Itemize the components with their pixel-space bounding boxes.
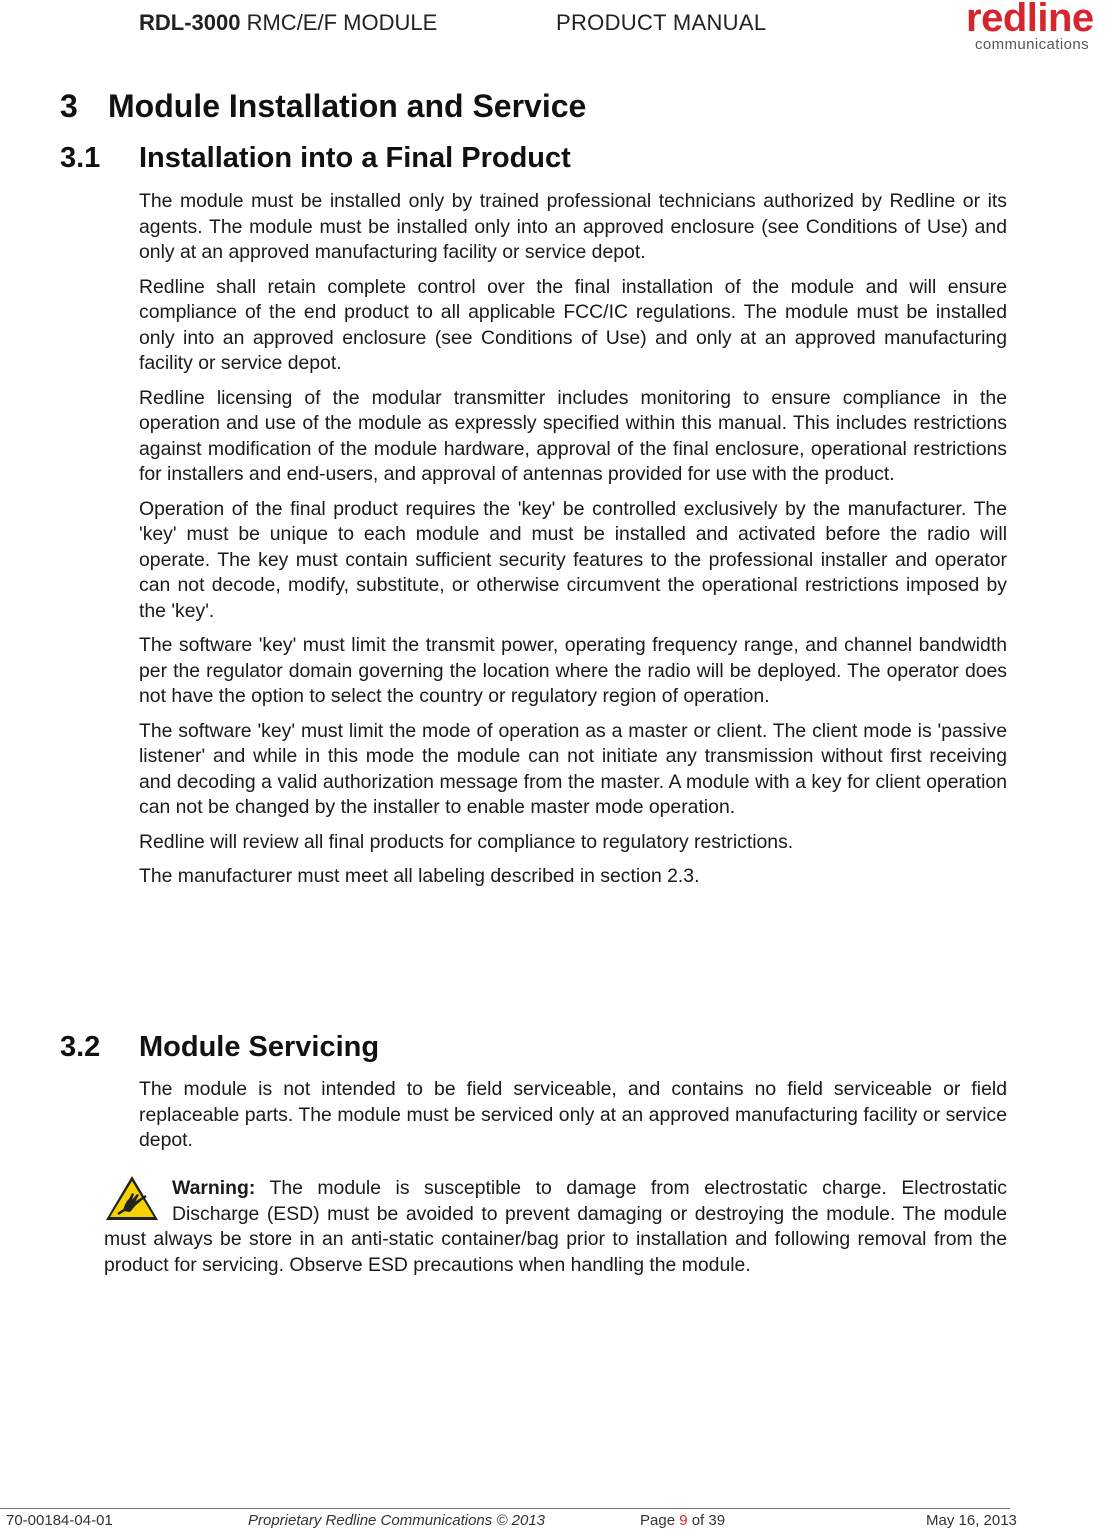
section-title: Installation into a Final Product — [139, 142, 571, 174]
chapter-title: Module Installation and Service — [108, 88, 587, 124]
warning-text: The module is susceptible to damage from electrostatic charge. Electrostatic Discharge (ESD) must be avoided to prevent damaging or destroying the module. The module must always be store in an anti-static container/bag prior to installation and following removal from the product for servicing. Observe ESD precautions when handling the module. — [104, 1177, 1007, 1276]
page-current: 9 — [679, 1512, 688, 1529]
section-body-3-2 — [139, 1077, 1007, 1163]
paragraph: The software 'key' must limit the mode of operation as a master or client. The client mode is 'passive listener' and while in this mode the module can not initiate any transmission without first receiving and decoding a valid authorization message from the master. A module with a key for client operation can not be changed by the installer to enable master mode operation. — [139, 719, 1007, 818]
header-product-bold: RDL-3000 — [139, 10, 241, 35]
esd-warning — [104, 1176, 1007, 1278]
redline-logo — [966, 2, 1104, 54]
chapter-number: 3 — [60, 88, 78, 124]
footer-proprietary: Proprietary Redline Communications © 2013 — [248, 1512, 546, 1529]
page-header — [0, 0, 1105, 60]
header-product — [139, 10, 437, 36]
section-number: 3.1 — [60, 142, 101, 174]
paragraph: Redline shall retain complete control over the final installation of the module and will ensure compliance of the end product to all applicable FCC/IC regulations. The module must be installed only into an approved enclosure (see Conditions of Use) and only at an approved manufacturing facility or service depot. — [139, 275, 1007, 374]
section-body-3-1 — [139, 189, 1007, 899]
header-manual: PRODUCT MANUAL — [556, 10, 767, 35]
logo-wordmark: redline — [966, 0, 1094, 40]
logo-tagline: communications — [975, 36, 1089, 53]
paragraph: Redline licensing of the modular transmitter includes monitoring to ensure compliance in the operation and use of the module as expressly specified within this manual. This includes restrictions against modification of the module hardware, approval of the final enclosure, operational restrictions for installers and end-users, and approval of antennas provided for use with the product. — [139, 386, 1007, 485]
warning-label: Warning: — [172, 1177, 256, 1199]
esd-warning-icon — [104, 1174, 160, 1222]
footer-doc-number: 70-00184-04-01 — [6, 1512, 113, 1529]
footer-date: May 16, 2013 — [926, 1512, 1017, 1529]
header-product-rest: RMC/E/F MODULE — [240, 10, 438, 35]
footer-divider — [0, 1508, 1010, 1509]
page-prefix: Page — [640, 1512, 680, 1529]
paragraph: Redline will review all final products for compliance to regulatory restrictions. — [139, 830, 794, 853]
paragraph: The software 'key' must limit the transmit power, operating frequency range, and channel bandwidth per the regulator domain governing the location where the radio will be deployed. The operator does not have the option to select the country or regulatory region of operation. — [139, 634, 1007, 707]
paragraph: The module is not intended to be field serviceable, and contains no field serviceable or field replaceable parts. The module must be serviced only at an approved manufacturing facility or service depot. — [139, 1078, 1007, 1151]
footer-page-number — [640, 1512, 725, 1529]
section-number: 3.2 — [60, 1031, 101, 1063]
section-title: Module Servicing — [139, 1031, 380, 1063]
paragraph: The manufacturer must meet all labeling described in section 2.3. — [139, 865, 700, 887]
paragraph: Operation of the final product requires the 'key' be controlled exclusively by the manufacturer. The 'key' must be unique to each module and must be installed and activated before the radio will operate. The key must contain sufficient security features to the professional installer and operator can not decode, modify, substitute, or otherwise circumvent the operational restrictions imposed by the 'key'. — [139, 497, 1007, 622]
section-heading-3-2 — [60, 1031, 379, 1064]
paragraph: The module must be installed only by trained professional technicians authorized by Redline or its agents. The module must be installed only into an approved enclosure (see Conditions of Use) and only at an approved manufacturing facility or service depot. — [139, 190, 1007, 263]
chapter-heading — [60, 88, 586, 125]
section-heading-3-1 — [60, 142, 571, 175]
page-suffix: of 39 — [687, 1512, 726, 1529]
